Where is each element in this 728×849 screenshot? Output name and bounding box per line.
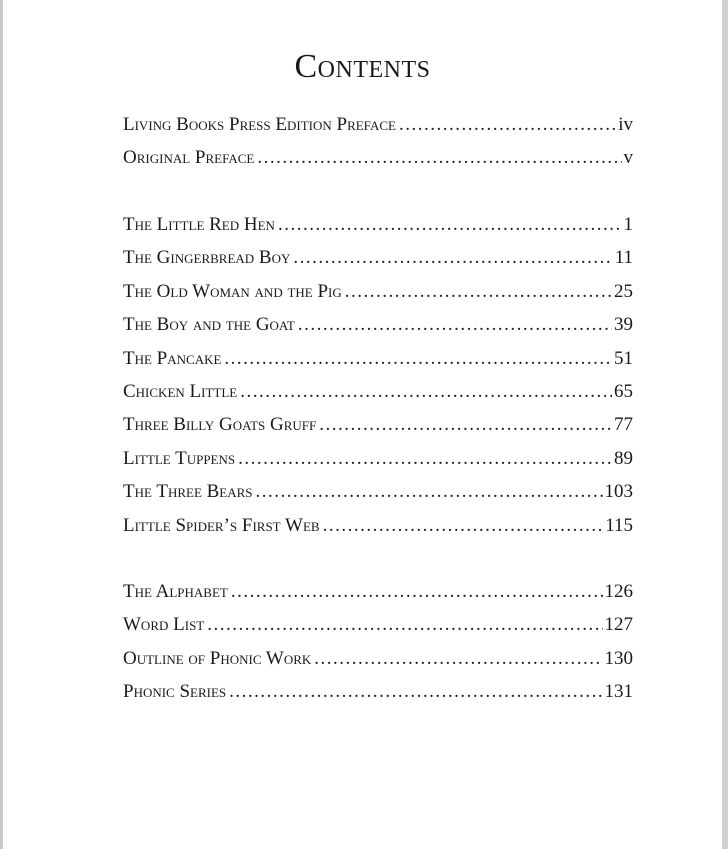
toc-entry-gingerbread-boy[interactable] bbox=[123, 247, 633, 280]
toc-entry-spider-first-web[interactable] bbox=[123, 515, 633, 548]
toc-entry-title: The Pancake bbox=[123, 347, 222, 369]
toc-entry-title: Living Books Press Edition Preface bbox=[123, 114, 396, 135]
toc-entry-title: The Old Woman and the Pig bbox=[123, 280, 342, 302]
toc-entry-title: Little Spider’s First Web bbox=[123, 514, 320, 536]
toc-entry-page: v bbox=[623, 147, 633, 169]
toc-entry-edition-preface[interactable] bbox=[123, 114, 633, 147]
toc-entry-page: iv bbox=[618, 114, 633, 135]
dot-leader bbox=[231, 581, 603, 603]
dot-leader bbox=[238, 448, 612, 470]
toc-entry-chicken-little[interactable] bbox=[123, 381, 633, 414]
toc-entry-pancake[interactable] bbox=[123, 348, 633, 381]
dot-leader bbox=[229, 681, 602, 703]
toc-entry-page: 39 bbox=[614, 314, 633, 336]
toc-entry-phonic-series[interactable] bbox=[123, 681, 633, 714]
toc-entry-old-woman-and-pig[interactable] bbox=[123, 281, 633, 314]
dot-leader bbox=[399, 114, 616, 136]
toc-entry-title: Word List bbox=[123, 614, 205, 636]
dot-leader bbox=[319, 414, 612, 436]
toc-entry-page: 51 bbox=[614, 347, 633, 369]
toc-entry-page: 89 bbox=[614, 447, 633, 469]
toc-entry-title: Chicken Little bbox=[123, 380, 238, 402]
dot-leader bbox=[314, 648, 602, 670]
dot-leader bbox=[278, 214, 622, 236]
toc-entry-little-red-hen[interactable] bbox=[123, 214, 633, 247]
back-matter-list bbox=[123, 581, 633, 715]
dot-leader bbox=[293, 247, 612, 269]
toc-entry-page: 126 bbox=[604, 581, 633, 602]
toc-entry-page: 65 bbox=[614, 380, 633, 402]
toc-entry-page: 127 bbox=[604, 614, 633, 636]
front-matter-list bbox=[123, 114, 633, 181]
toc-entry-title: The Little Red Hen bbox=[123, 214, 275, 235]
dot-leader bbox=[298, 314, 612, 336]
stories-list bbox=[123, 214, 633, 548]
toc-entry-title: The Alphabet bbox=[123, 581, 228, 602]
toc-entry-title: The Gingerbread Boy bbox=[123, 247, 291, 269]
page-right-edge bbox=[722, 0, 728, 849]
toc-entry-title: The Three Bears bbox=[123, 481, 253, 503]
toc-entry-word-list[interactable] bbox=[123, 614, 633, 647]
toc-entry-alphabet[interactable] bbox=[123, 581, 633, 614]
toc-entry-page: 130 bbox=[604, 647, 633, 669]
toc-entry-page: 115 bbox=[605, 514, 633, 536]
toc-entry-page: 103 bbox=[604, 481, 633, 503]
dot-leader bbox=[224, 348, 612, 370]
document-page bbox=[3, 0, 722, 849]
dot-leader bbox=[257, 147, 621, 169]
toc-entry-page: 131 bbox=[604, 681, 633, 703]
toc-entry-original-preface[interactable] bbox=[123, 147, 633, 180]
dot-leader bbox=[256, 481, 603, 503]
toc-entry-phonic-work-outline[interactable] bbox=[123, 648, 633, 681]
toc-entry-page: 11 bbox=[614, 247, 633, 269]
dot-leader bbox=[323, 515, 604, 537]
toc-entry-title: Phonic Series bbox=[123, 681, 227, 703]
toc-entry-title: The Boy and the Goat bbox=[123, 314, 295, 336]
toc-entry-page: 1 bbox=[623, 214, 633, 235]
toc-entry-title: Outline of Phonic Work bbox=[123, 647, 312, 669]
toc-entry-little-tuppens[interactable] bbox=[123, 448, 633, 481]
toc-entry-page: 25 bbox=[614, 280, 633, 302]
toc-entry-title: Three Billy Goats Gruff bbox=[123, 414, 317, 436]
toc-entry-title: Little Tuppens bbox=[123, 447, 236, 469]
toc-entry-three-bears[interactable] bbox=[123, 481, 633, 514]
toc-entry-boy-and-goat[interactable] bbox=[123, 314, 633, 347]
toc-entry-billy-goats-gruff[interactable] bbox=[123, 414, 633, 447]
toc-entry-title: Original Preface bbox=[123, 147, 255, 169]
toc-entry-page: 77 bbox=[614, 414, 633, 436]
dot-leader bbox=[207, 614, 602, 636]
dot-leader bbox=[240, 381, 612, 403]
contents-heading: Contents bbox=[294, 48, 431, 85]
dot-leader bbox=[345, 281, 612, 303]
